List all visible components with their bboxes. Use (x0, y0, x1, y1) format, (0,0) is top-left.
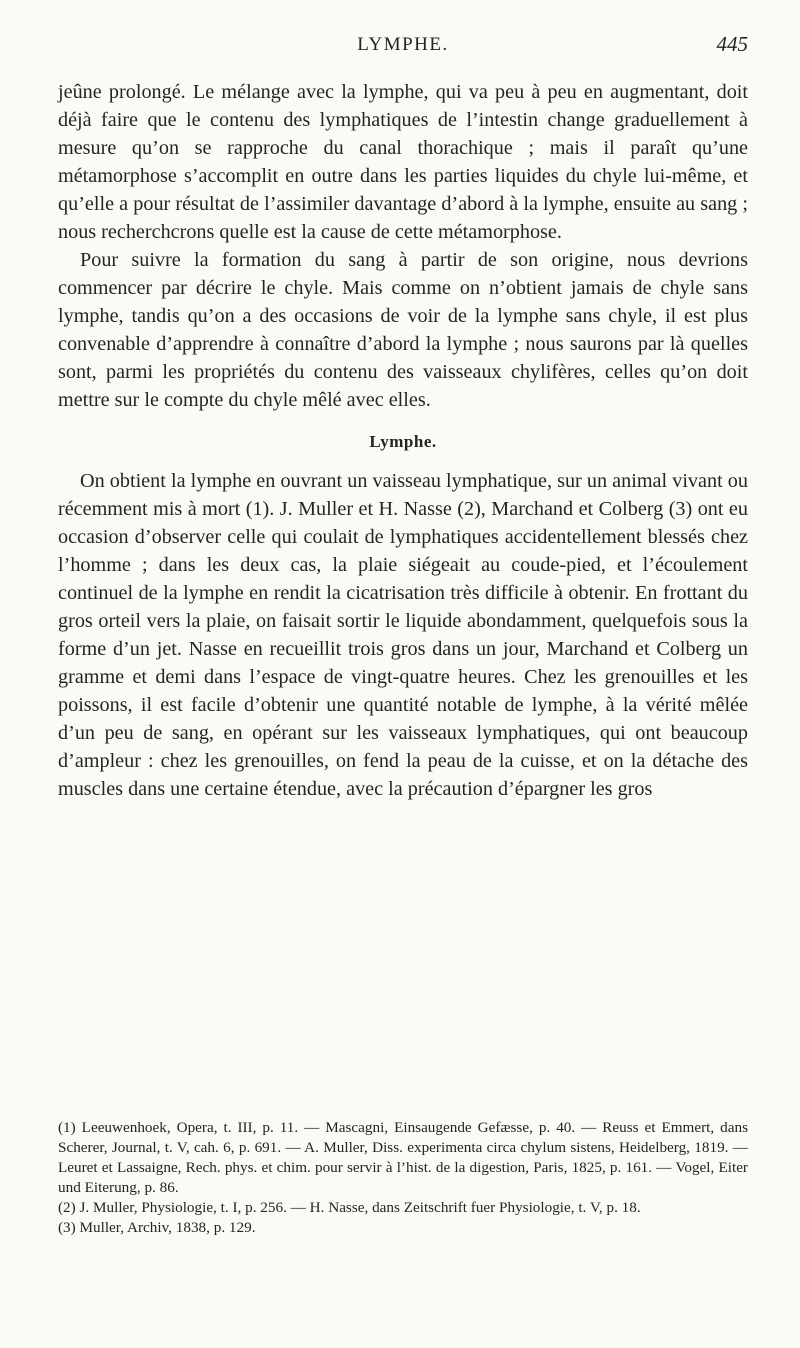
footnote-2: (2) J. Muller, Physiologie, t. I, p. 256. — H. Nasse, dans Zeitschrift fuer Physiologie, t. V, p. 18. (58, 1199, 641, 1216)
running-title: LYMPHE. (357, 34, 449, 55)
page-number: 445 (716, 32, 748, 56)
footnotes (58, 1118, 748, 1238)
paragraph-lymph-collection: On obtient la lymphe en ouvrant un vaisseau lymphatique, sur un animal vivant ou récemment mis à mort (1). J. Muller et H. Nasse (2), Marchand et Colberg (3) ont eu occasion d’observer celle qui coulait de lymphatiques accidentellement blessés chez l’homme ; dans les deux cas, la plaie siégeait au coude-pied, et l’écoulement continuel de la lymphe en rendit la cicatrisation très difficile à obtenir. En frottant du gros orteil vers la plaie, on faisait sortir le liquide abondamment, quelquefois sous la forme d’un jet. Nasse en recueillit trois gros dans un jour, Marchand et Colberg un gramme et demi dans l’espace de vingt-quatre heures. Chez les grenouilles et les poissons, il est facile d’obtenir une quantité notable de lymphe, à la vérité mêlée d’un peu de sang, en opérant sur les vaisseaux lymphatiques, qui ont beaucoup d’ampleur : chez les grenouilles, on fend la peau de la cuisse, et on la détache des muscles dans une certaine étendue, avec la précaution d’épargner les gros (58, 470, 748, 800)
footnote-3: (3) Muller, Archiv, 1838, p. 129. (58, 1219, 256, 1236)
paragraph-continued: jeûne prolongé. Le mélange avec la lymphe, qui va peu à peu en augmentant, doit déjà faire que le contenu des lymphatiques de l’intestin change graduellement à mesure qu’on se rapproche du canal thorachique ; mais il paraît qu’une métamorphose s’accomplit en outre dans les parties liquides du chyle lui-même, et qu’elle a pour résultat de l’assimiler davantage d’abord à la lymphe, ensuite au sang ; nous recherchcrons quelle est la cause de cette métamorphose. (58, 81, 748, 243)
main-text (58, 78, 748, 803)
footnote-1: (1) Leeuwenhoek, Opera, t. III, p. 11. — Mascagni, Einsaugende Gefæsse, p. 40. — Reuss et Emmert, dans Scherer, Journal, t. V, cah. 6, p. 691. — A. Muller, Diss. experimenta circa chylum sistens, Heidelberg, 1819. — Leuret et Lassaigne, Rech. phys. et chim. pour servir à l’hist. de la digestion, Paris, 1825, p. 161. — Vogel, Eiter und Eiterung, p. 86. (58, 1119, 748, 1196)
section-heading: Lymphe. (369, 432, 437, 451)
running-header (58, 34, 748, 64)
paragraph-chyle-formation: Pour suivre la formation du sang à partir de son origine, nous devrions commencer par décrire le chyle. Mais comme on n’obtient jamais de chyle sans lymphe, tandis qu’on a des occasions de voir de la lymphe sans chyle, il est plus convenable d’apprendre à connaître d’abord la lymphe ; nous saurons par là quelles sont, parmi les propriétés du contenu des vaisseaux chylifères, celles qu’on doit mettre sur le compte du chyle mêlé avec elles. (58, 249, 748, 411)
